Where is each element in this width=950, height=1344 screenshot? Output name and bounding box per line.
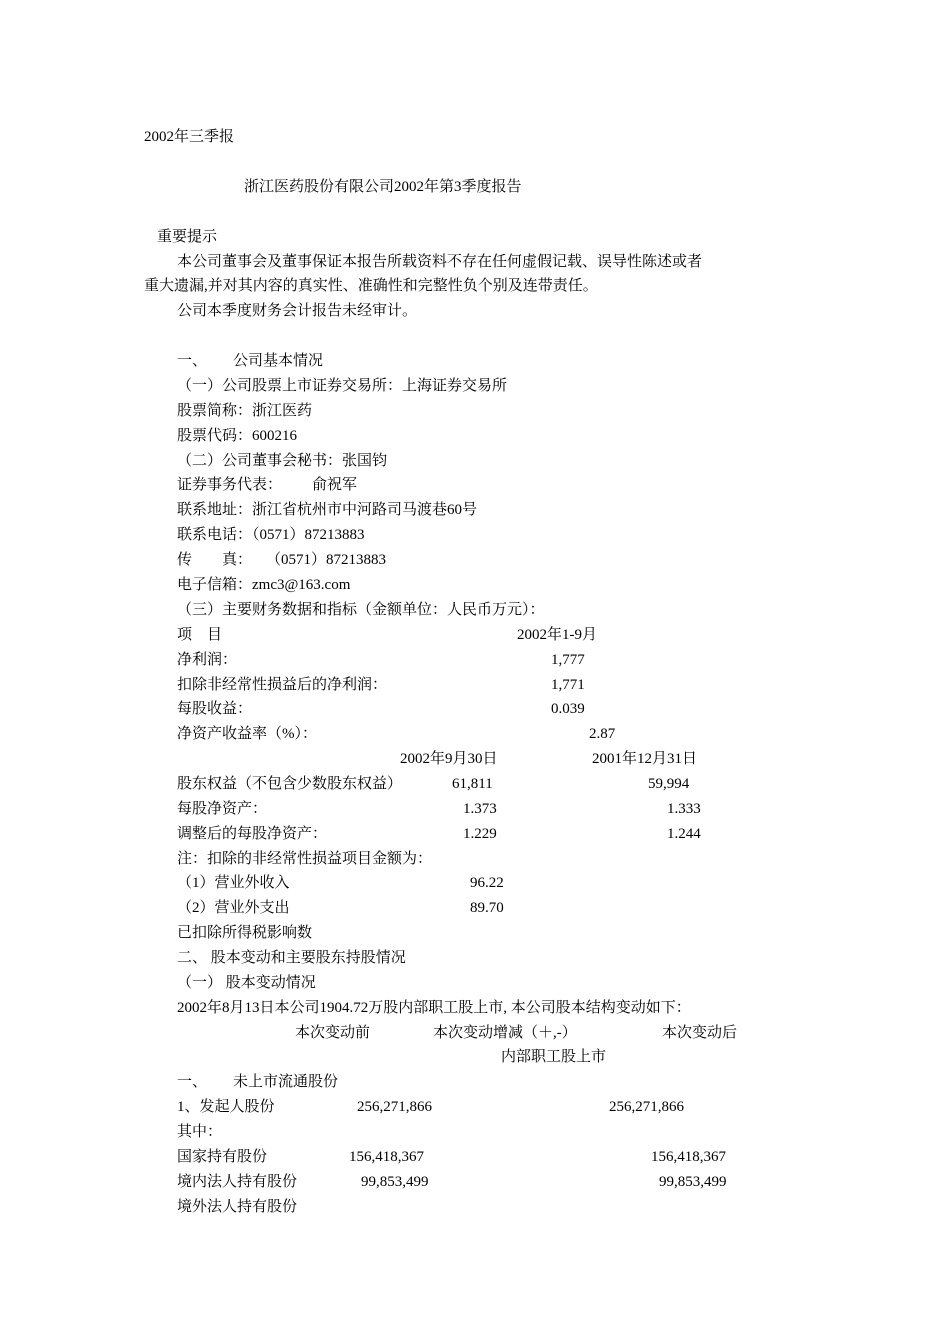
table2-row-a: 1.229 xyxy=(463,826,497,842)
notice-para2: 公司本季度财务会计报告未经审计。 xyxy=(177,303,418,319)
share-col-after: 本次变动后 xyxy=(662,1025,738,1041)
table1-row-value: 0.039 xyxy=(551,701,585,717)
share-row-label: 境外法人持有股份 xyxy=(177,1199,298,1215)
share-row-label: 国家持有股份 xyxy=(177,1149,268,1165)
rep-label: 证券事务代表： xyxy=(177,477,283,493)
notice-heading: 重要提示 xyxy=(157,229,218,245)
share-row-after: 99,853,499 xyxy=(659,1174,727,1190)
financial-heading: （三）主要财务数据和指标（金额单位：人民币万元）： xyxy=(177,602,545,618)
table2-row-b: 1.244 xyxy=(667,826,701,842)
table2-row-label: 调整后的每股净资产： xyxy=(177,826,328,842)
table1-row-value: 2.87 xyxy=(589,726,616,742)
report-title: 浙江医药股份有限公司2002年第3季度报告 xyxy=(244,179,522,195)
table1-row-label: 净利润： xyxy=(177,652,238,668)
table2-col-a: 2002年9月30日 xyxy=(400,751,498,767)
report-header: 2002年三季报 xyxy=(144,129,235,145)
table1-row-label: 扣除非经常性损益后的净利润： xyxy=(177,677,388,693)
share-row-label: 境内法人持有股份 xyxy=(177,1174,298,1190)
share-row-after: 256,271,866 xyxy=(609,1099,684,1115)
stock-code-line: 股票代码：600216 xyxy=(177,428,298,444)
nonrecurring-item-label: （1）营业外收入 xyxy=(177,875,290,891)
tax-note: 已扣除所得税影响数 xyxy=(177,925,313,941)
table1-row-label: 每股收益： xyxy=(177,701,253,717)
notice-para1-line2: 重大遗漏,并对其内容的真实性、准确性和完整性负个别及连带责任。 xyxy=(144,278,598,294)
fax-label: 传 真： xyxy=(177,552,253,568)
stock-name-line: 股票简称：浙江医药 xyxy=(177,403,313,419)
share-row-after: 156,418,367 xyxy=(651,1149,726,1165)
table1-row-value: 1,771 xyxy=(551,677,585,693)
section1-number: 一、 xyxy=(177,353,208,369)
share-row-before: 256,271,866 xyxy=(357,1099,432,1115)
fax-value: （0571）87213883 xyxy=(266,552,387,568)
share-part-title: 未上市流通股份 xyxy=(233,1074,339,1090)
exchange-line: （一）公司股票上市证券交易所：上海证券交易所 xyxy=(177,378,508,394)
secretary-line: （二）公司董事会秘书：张国钧 xyxy=(177,453,388,469)
table2-row-a: 1.373 xyxy=(463,801,497,817)
share-row-before: 156,418,367 xyxy=(349,1149,424,1165)
table1-col-period: 2002年1-9月 xyxy=(517,627,597,643)
nonrecurring-item-value: 89.70 xyxy=(470,900,504,916)
share-col-change: 本次变动增减（＋,-） xyxy=(433,1025,577,1041)
share-row-label: 其中： xyxy=(177,1124,223,1140)
address-line: 联系地址：浙江省杭州市中河路司马渡巷60号 xyxy=(177,502,478,518)
table1-row-value: 1,777 xyxy=(551,652,585,668)
section2-subheading: （一） 股本变动情况 xyxy=(177,975,316,991)
table2-row-a: 61,811 xyxy=(452,776,493,792)
share-col-before: 本次变动前 xyxy=(295,1025,371,1041)
nonrecurring-note: 注：扣除的非经常性损益项目金额为： xyxy=(177,851,433,867)
table1-col-label: 项 目 xyxy=(177,627,223,643)
table1-row-label: 净资产收益率（%）： xyxy=(177,726,317,742)
section2-title: 二、 股本变动和主要股东持股情况 xyxy=(177,950,406,966)
rep-name: 俞祝军 xyxy=(312,477,358,493)
section2-description: 2002年8月13日本公司1904.72万股内部职工股上市, 本公司股本结构变动如下： xyxy=(177,1000,691,1016)
table2-row-label: 股东权益（不包含少数股东权益） xyxy=(177,776,403,792)
share-row-before: 99,853,499 xyxy=(361,1174,429,1190)
table2-col-b: 2001年12月31日 xyxy=(592,751,698,767)
email-line: 电子信箱：zmc3@163.com xyxy=(177,577,351,593)
share-part-number: 一、 xyxy=(177,1074,208,1090)
table2-row-label: 每股净资产： xyxy=(177,801,268,817)
nonrecurring-item-label: （2）营业外支出 xyxy=(177,900,290,916)
section1-title: 公司基本情况 xyxy=(233,353,324,369)
share-col-change-sub: 内部职工股上市 xyxy=(501,1049,607,1065)
share-row-label: 1、发起人股份 xyxy=(177,1099,275,1115)
nonrecurring-item-value: 96.22 xyxy=(470,875,504,891)
notice-para1-line1: 本公司董事会及董事保证本报告所载资料不存在任何虚假记载、误导性陈述或者 xyxy=(177,254,703,270)
phone-line: 联系电话：（0571）87213883 xyxy=(177,527,365,543)
table2-row-b: 1.333 xyxy=(667,801,701,817)
table2-row-b: 59,994 xyxy=(648,776,690,792)
